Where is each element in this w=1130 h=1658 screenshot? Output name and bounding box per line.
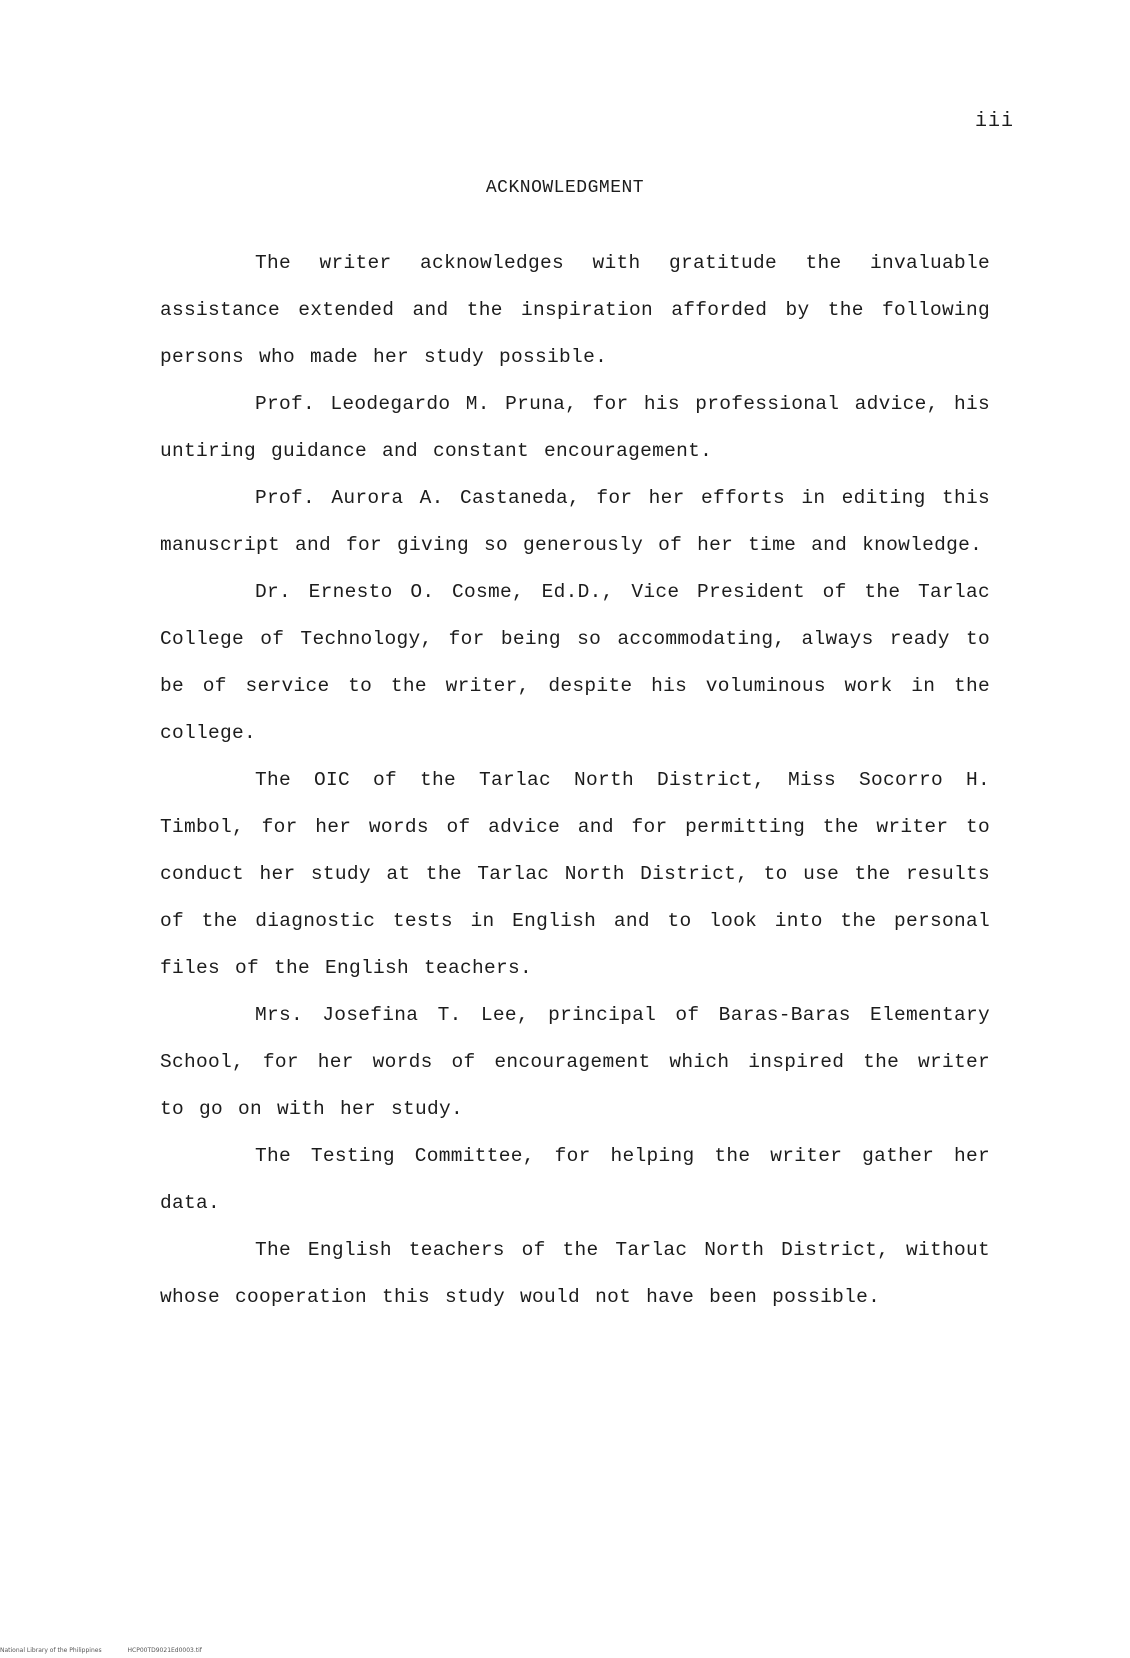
page-title: ACKNOWLEDGMENT (485, 178, 645, 198)
paragraph-english-teachers: The English teachers of the Tarlac North District, without whose cooperation this study would not have been possible. (160, 1239, 990, 1308)
paragraph-cosme: Dr. Ernesto O. Cosme, Ed.D., Vice President of the Tarlac College of Technology, for being so accommodating, always ready to be of service to the writer, despite his voluminous work in the college. (160, 581, 990, 744)
acknowledgment-body (160, 240, 990, 1321)
paragraph-intro: The writer acknowledges with gratitude the invaluable assistance extended and the inspiration afforded by the following persons who made her study possible. (160, 252, 990, 368)
paragraph-pruna: Prof. Leodegardo M. Pruna, for his professional advice, his untiring guidance and constant encouragement. (160, 393, 990, 462)
footer-library: National Library of the Philippines (0, 1647, 102, 1654)
paragraph-timbol: The OIC of the Tarlac North District, Miss Socorro H. Timbol, for her words of advice and for permitting the writer to conduct her study at the Tarlac North District, to use the results of the diagnostic tests in English and to look into the personal files of the English teachers. (160, 769, 990, 979)
page-number: iii (975, 110, 1015, 133)
footer-file-code: HCP00TD9021Ed0003.tif (127, 1647, 202, 1654)
scan-footer (0, 1647, 202, 1654)
paragraph-lee: Mrs. Josefina T. Lee, principal of Baras-Baras Elementary School, for her words of encouragement which inspired the writer to go on with her study. (160, 1004, 990, 1120)
paragraph-testing-committee: The Testing Committee, for helping the writer gather her data. (160, 1145, 990, 1214)
paragraph-castaneda: Prof. Aurora A. Castaneda, for her efforts in editing this manuscript and for giving so generously of her time and knowledge. (160, 487, 990, 556)
